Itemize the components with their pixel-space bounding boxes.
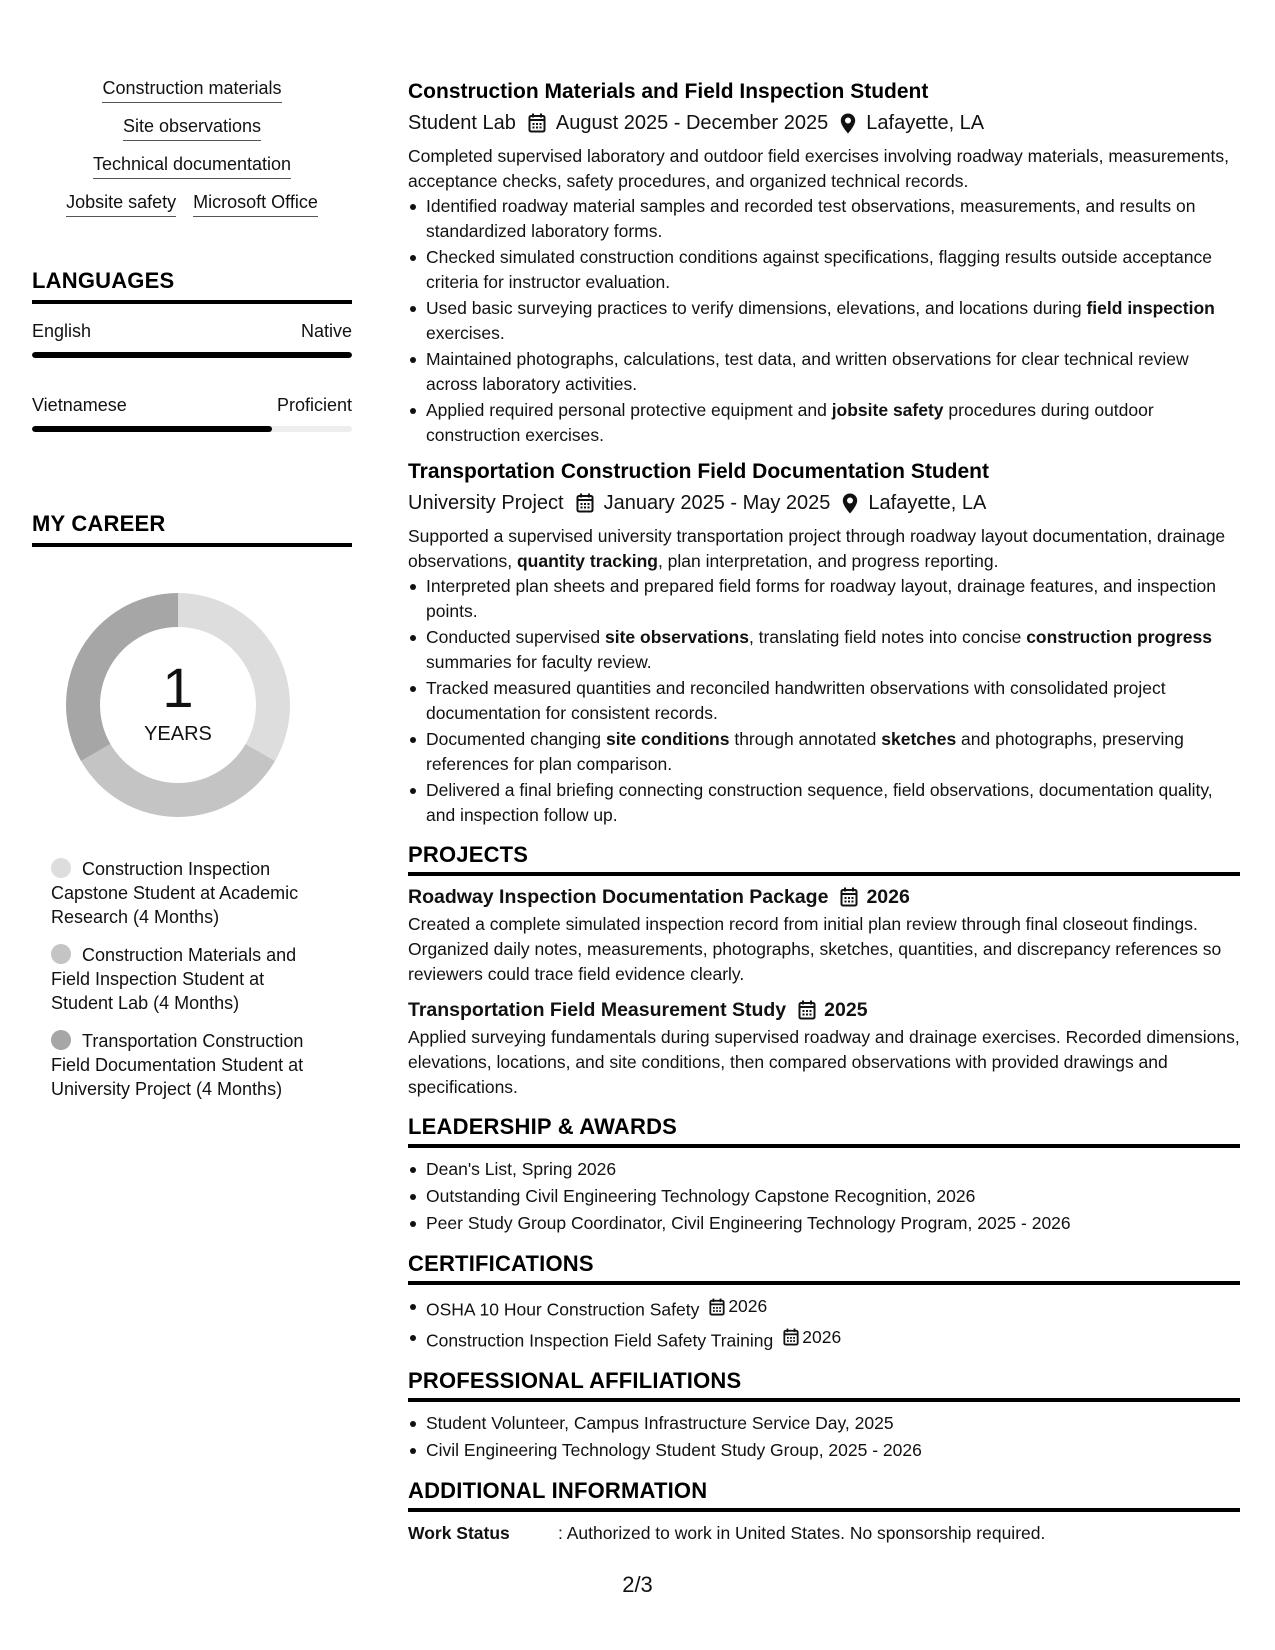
- list-item: Peer Study Group Coordinator, Civil Engineering Technology Program, 2025 - 2026: [426, 1210, 1240, 1237]
- skill-tag: Jobsite safety: [66, 192, 176, 217]
- bullet-item: Interpreted plan sheets and prepared field forms for roadway layout, drainage features, and inspection points.: [426, 574, 1240, 624]
- bullet-item: Delivered a final briefing connecting construction sequence, field observations, documentation quality, and inspection follow up.: [426, 778, 1240, 828]
- job-dates: January 2025 - May 2025: [603, 492, 831, 514]
- language-item: [32, 320, 352, 358]
- calendar-icon: [576, 493, 594, 513]
- career-legend: [51, 857, 326, 1101]
- list-item: Dean's List, Spring 2026: [426, 1156, 1240, 1183]
- project-title: Transportation Field Measurement Study: [408, 999, 787, 1021]
- job-dates: August 2025 - December 2025: [555, 112, 829, 134]
- language-bar-fill: [32, 426, 272, 432]
- language-name: Vietnamese: [32, 395, 127, 415]
- legend-label: Construction Inspection Capstone Student at Academic Research (4 Months): [51, 859, 299, 927]
- job-summary: Completed supervised laboratory and outdoor field exercises involving roadway materials, measurements, acceptance checks, safety procedures, and organized technical records.: [408, 146, 1229, 191]
- job-org: Student Lab: [408, 112, 516, 134]
- job-bullets: [426, 574, 1240, 828]
- project-description: Applied surveying fundamentals during supervised roadway and drainage exercises. Recorded dimensions, elevations, locations, and site conditions, then compared observations with provided drawings and specifications.: [408, 1027, 1240, 1097]
- location-pin-icon: [842, 493, 858, 514]
- bullet-item: Conducted supervised site observations, translating field notes into concise construction progress summaries for faculty review.: [426, 625, 1240, 675]
- list-item: Civil Engineering Technology Student Study Group, 2025 - 2026: [426, 1437, 1240, 1464]
- bold-keyword: construction progress: [1026, 627, 1212, 647]
- work-status-value: : Authorized to work in United States. No sponsorship required.: [558, 1523, 1046, 1543]
- languages-section: [32, 268, 352, 432]
- certification-name: Construction Inspection Field Safety Training: [426, 1330, 774, 1350]
- legend-item: [51, 857, 326, 929]
- job-meta: [408, 490, 1240, 516]
- certifications-heading: CERTIFICATIONS: [408, 1251, 1240, 1285]
- right-column: [408, 78, 1240, 1546]
- language-bar-fill: [32, 352, 352, 358]
- calendar-icon: [528, 113, 546, 133]
- bullet-item: Checked simulated construction conditions against specifications, flagging results outside acceptance criteria for instructor evaluation.: [426, 245, 1240, 295]
- language-item: [32, 394, 352, 432]
- job-title: Construction Materials and Field Inspection Student: [408, 80, 929, 103]
- affiliations-heading: PROFESSIONAL AFFILIATIONS: [408, 1368, 1240, 1402]
- location-pin-icon: [840, 113, 856, 134]
- list-item: [426, 1293, 1240, 1324]
- bullet-item: Tracked measured quantities and reconciled handwritten observations with consolidated project documentation for consistent records.: [426, 676, 1240, 726]
- bullet-item: Maintained photographs, calculations, test data, and written observations for clear technical review across laboratory activities.: [426, 347, 1240, 397]
- career-years-value: 1: [162, 656, 194, 719]
- legend-label: Construction Materials and Field Inspection Student at Student Lab (4 Months): [51, 945, 297, 1013]
- bold-keyword: site conditions: [605, 729, 730, 749]
- certification-year: 2026: [728, 1296, 768, 1316]
- leadership-list: [426, 1156, 1240, 1237]
- certification-year: 2026: [802, 1326, 842, 1347]
- language-level: Native: [300, 321, 352, 341]
- affiliations-list: [426, 1410, 1240, 1464]
- bold-keyword: quantity tracking: [516, 551, 658, 571]
- work-status-row: [408, 1520, 1240, 1546]
- donut-center: [62, 589, 294, 821]
- bold-keyword: site observations: [605, 627, 749, 647]
- bullet-item: Identified roadway material samples and recorded test observations, measurements, and results on standardized laboratory forms.: [426, 194, 1240, 244]
- page-number: [0, 1572, 1275, 1598]
- language-bar: [32, 426, 352, 432]
- career-years-unit: YEARS: [144, 723, 212, 745]
- work-status-label: Work Status: [408, 1523, 510, 1543]
- legend-item: [51, 943, 326, 1015]
- project-year: 2025: [824, 999, 868, 1021]
- skills-list: [32, 78, 352, 217]
- bullet-item: Documented changing site conditions through annotated sketches and photographs, preserving references for plan comparison.: [426, 727, 1240, 777]
- legend-label: Transportation Construction Field Documentation Student at University Project (4 Months): [51, 1031, 304, 1099]
- language-name: English: [32, 321, 92, 341]
- bold-keyword: field inspection: [1086, 298, 1215, 318]
- bullet-item: Applied required personal protective equipment and jobsite safety procedures during outdoor construction exercises.: [426, 398, 1240, 448]
- skill-tag: Technical documentation: [93, 154, 291, 179]
- legend-dot: [51, 944, 71, 964]
- list-item: Student Volunteer, Campus Infrastructure Service Day, 2025: [426, 1410, 1240, 1437]
- calendar-icon: [840, 887, 858, 907]
- career-donut-chart: [62, 589, 294, 821]
- career-section: [32, 511, 352, 1101]
- job-org: University Project: [408, 492, 564, 514]
- experience-entry: [408, 458, 1240, 828]
- project-title: Roadway Inspection Documentation Package: [408, 886, 829, 908]
- left-column: [32, 78, 352, 1115]
- job-bullets: [426, 194, 1240, 448]
- skill-tag: Site observations: [123, 116, 261, 141]
- page-number-text: 2/3: [622, 1572, 653, 1597]
- project-entry: [408, 997, 1240, 1100]
- languages-heading: LANGUAGES: [32, 268, 352, 304]
- project-title-row: [408, 884, 1240, 910]
- bold-keyword: jobsite safety: [831, 400, 944, 420]
- career-heading: MY CAREER: [32, 511, 352, 547]
- job-summary: Supported a supervised university transportation project through roadway layout documentation, drainage observations, quantity tracking, plan interpretation, and progress reporting.: [408, 526, 1226, 571]
- list-item: Outstanding Civil Engineering Technology Capstone Recognition, 2026: [426, 1183, 1240, 1210]
- project-year: 2026: [866, 886, 910, 908]
- language-bar: [32, 352, 352, 358]
- project-entry: [408, 884, 1240, 987]
- language-level: Proficient: [276, 395, 352, 415]
- job-title: Transportation Construction Field Documentation Student: [408, 460, 989, 483]
- bullet-item: Used basic surveying practices to verify dimensions, elevations, and locations during field inspection exercises.: [426, 296, 1240, 346]
- project-title-row: [408, 997, 1240, 1023]
- legend-item: [51, 1029, 326, 1101]
- bold-keyword: sketches: [881, 729, 957, 749]
- projects-heading: PROJECTS: [408, 842, 1240, 876]
- calendar-icon: [709, 1298, 725, 1316]
- calendar-icon: [783, 1328, 799, 1346]
- additional-info-heading: ADDITIONAL INFORMATION: [408, 1478, 1240, 1512]
- certification-name: OSHA 10 Hour Construction Safety: [426, 1299, 700, 1320]
- skill-tag: Construction materials: [102, 78, 281, 103]
- legend-dot: [51, 1030, 71, 1050]
- calendar-icon: [798, 1000, 816, 1020]
- experience-entry: [408, 78, 1240, 448]
- job-meta: [408, 110, 1240, 136]
- legend-dot: [51, 858, 71, 878]
- skill-tag: Microsoft Office: [193, 192, 318, 217]
- job-location: Lafayette, LA: [868, 492, 987, 514]
- list-item: [426, 1324, 1240, 1355]
- job-location: Lafayette, LA: [866, 112, 985, 134]
- certifications-list: [426, 1293, 1240, 1354]
- project-description: Created a complete simulated inspection record from initial plan review through final closeout findings. Organized daily notes, measurements, photographs, sketches, quantities, and discrepancy references so reviewers could trace field evidence clearly.: [408, 914, 1222, 984]
- leadership-heading: LEADERSHIP & AWARDS: [408, 1114, 1240, 1148]
